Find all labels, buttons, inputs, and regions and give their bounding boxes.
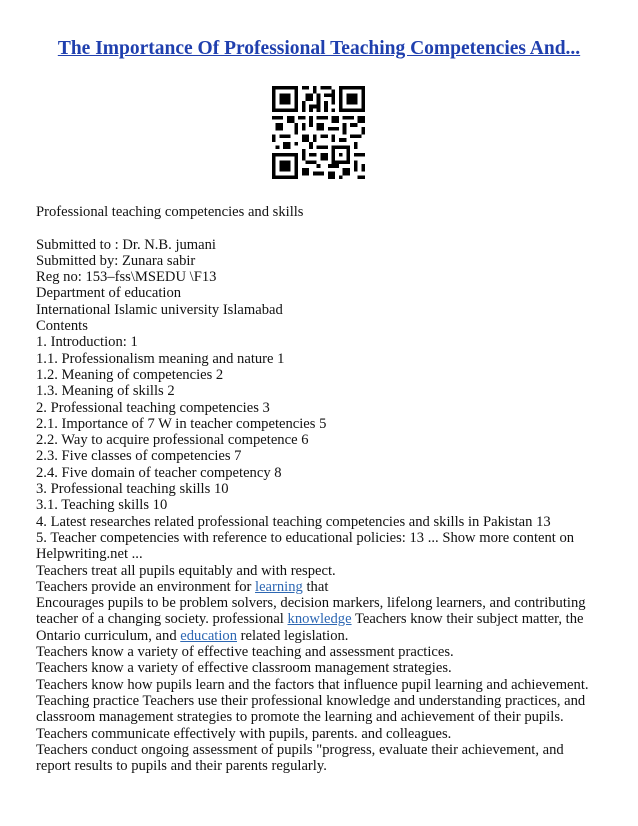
- toc-item: 1.3. Meaning of skills 2: [36, 383, 175, 400]
- toc-item: 1.1. Professionalism meaning and nature 1: [36, 350, 285, 367]
- paragraph-environment: [36, 579, 596, 595]
- text-run: Encourages pupils to be problem solvers, decision markers, lifelong learners, and contributing teacher of a changing society. professional: [36, 595, 586, 628]
- qr-code-icon: [272, 86, 365, 179]
- toc-item-policies: 5. Teacher competencies with reference to educational policies: 13 ... Show more content on Helpwriting.net ...: [36, 529, 575, 563]
- knowledge-link[interactable]: knowledge: [287, 611, 352, 628]
- education-link[interactable]: education: [180, 627, 238, 644]
- blank-line: [36, 220, 596, 236]
- text-run: that: [302, 578, 329, 595]
- toc-item: 2. Professional teaching competencies 3: [36, 399, 270, 416]
- document-title-link[interactable]: The Importance Of Professional Teaching Competencies And...: [57, 38, 581, 59]
- toc-item: 1. Introduction: 1: [36, 334, 138, 351]
- toc-item: 2.3. Five classes of competencies 7: [36, 448, 242, 465]
- toc-item: 4. Latest researches related professional teaching competencies and skills in Pakistan 13: [36, 513, 551, 530]
- toc-item: 3.1. Teaching skills 10: [36, 497, 168, 514]
- paragraph: Teachers conduct ongoing assessment of pupils "progress, evaluate their achievement, and report results to pupils and their parents regularly.: [36, 741, 564, 775]
- document-heading: Professional teaching competencies and skills: [36, 204, 304, 220]
- paragraph: Teachers know how pupils learn and the factors that influence pupil learning and achievement.: [36, 676, 589, 693]
- paragraph: Teachers know a variety of effective teaching and assessment practices.: [36, 644, 454, 661]
- toc-item: 3. Professional teaching skills 10: [36, 481, 229, 498]
- toc-item: 2.4. Five domain of teacher competency 8: [36, 464, 282, 481]
- front-line: Submitted to : Dr. N.B. jumani: [36, 236, 216, 253]
- front-line: Submitted by: Zunara sabir: [36, 252, 196, 269]
- learning-link[interactable]: learning: [255, 578, 303, 595]
- toc-item: 2.1. Importance of 7 W in teacher competencies 5: [36, 415, 327, 432]
- paragraph: Teachers know a variety of effective classroom management strategies.: [36, 660, 452, 677]
- document-title: [0, 37, 638, 61]
- toc-item: 1.2. Meaning of competencies 2: [36, 366, 224, 383]
- paragraph: Teaching practice Teachers use their professional knowledge and understanding practices, and classroom management strategies to promote the learning and achievement of their pupils.: [36, 692, 586, 726]
- front-line: Department of education: [36, 285, 182, 302]
- text-run: Teachers provide an environment for: [36, 578, 256, 595]
- paragraph: Teachers treat all pupils equitably and with respect.: [36, 562, 336, 579]
- paragraph-encourages: [36, 595, 596, 644]
- paragraph: Teachers communicate effectively with pupils, parents. and colleagues.: [36, 725, 452, 742]
- text-run: related legislation.: [237, 627, 349, 644]
- document-body: [36, 204, 596, 774]
- front-line: International Islamic university Islamabad: [36, 301, 283, 318]
- toc-item: 2.2. Way to acquire professional competence 6: [36, 432, 309, 449]
- front-line: Reg no: 153–fss\MSEDU \F13: [36, 269, 217, 286]
- text-run: Teachers know their subject matter, the Ontario curriculum, and: [36, 611, 584, 644]
- contents-heading: Contents: [36, 318, 88, 335]
